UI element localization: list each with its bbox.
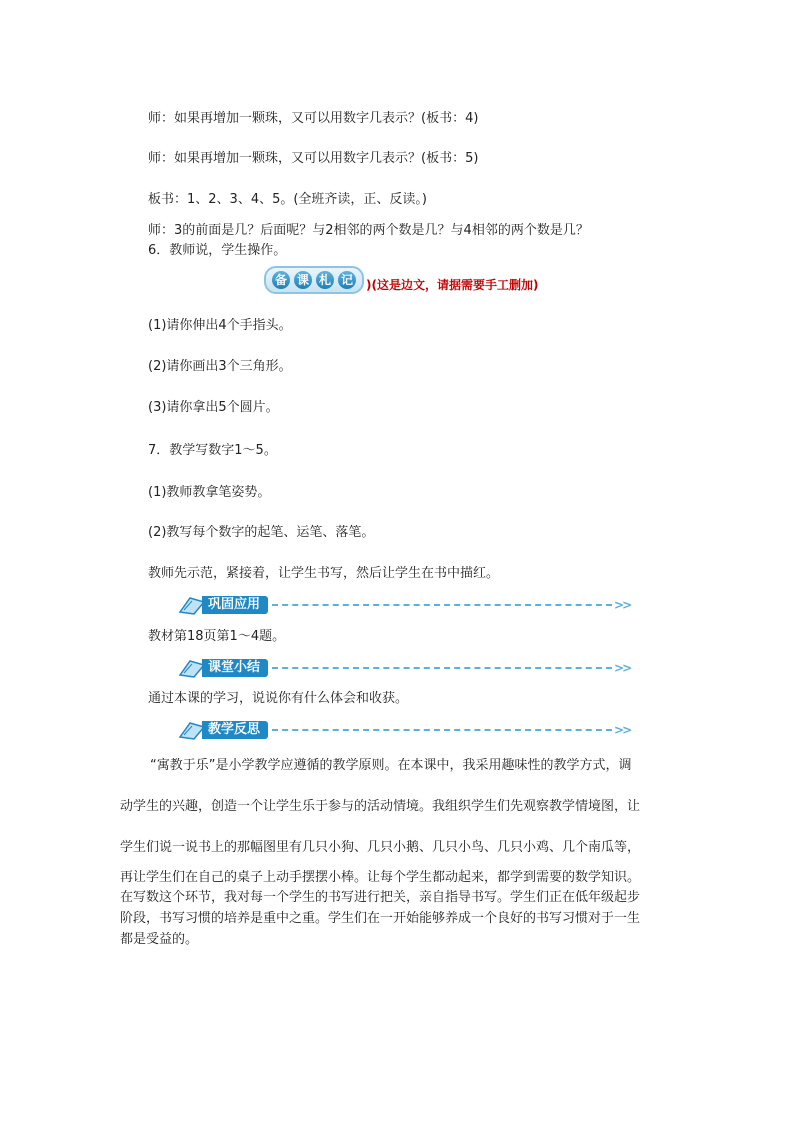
reflection-line: 阶段，书写习惯的培养是重中之重。学生们在一开始能够养成一个良好的书写习惯对于一生	[120, 911, 641, 926]
text-line: 师：如果再增加一颗珠，又可以用数字几表示？(板书：4)	[148, 111, 479, 126]
text-line: 教师先示范，紧接着，让学生书写，然后让学生在书中描红。	[148, 566, 500, 581]
text-line: 6．教师说，学生操作。	[148, 243, 287, 258]
section-divider	[272, 604, 612, 606]
text-line: 通过本课的学习，说说你有什么体会和收获。	[148, 691, 409, 706]
lesson-notes-badge	[264, 266, 364, 294]
text-line: (2)教写每个数字的起笔、运笔、落笔。	[148, 525, 375, 540]
text-line: (2)请你画出3个三角形。	[148, 359, 292, 374]
text-line: 师：3的前面是几？后面呢？与2相邻的两个数是几？与4相邻的两个数是几？	[148, 223, 589, 238]
reflection-line: “寓教于乐”是小学教学应遵循的教学原则。在本课中，我采用趣味性的教学方式，调	[150, 758, 632, 773]
section-header-consolidate	[178, 594, 630, 616]
reflection-line: 再让学生们在自己的桌子上动手摆摆小棒。让每个学生都动起来，都学到需要的数学知识。	[120, 870, 641, 885]
section-title: 巩固应用	[202, 596, 268, 614]
text-line: 教材第18页第1～4题。	[148, 629, 286, 644]
text-line: 7．教学写数字1～5。	[148, 443, 277, 458]
section-divider	[272, 667, 612, 669]
badge-char: 札	[316, 271, 334, 289]
text-line: (3)请你拿出5个圆片。	[148, 400, 279, 415]
double-chevron-icon: >>	[614, 598, 631, 612]
text-line: (1)教师教拿笔姿势。	[148, 485, 271, 500]
text-line: (1)请你伸出4个手指头。	[148, 318, 292, 333]
margin-note	[264, 266, 538, 294]
reflection-line: 在写数这个环节，我对每一个学生的书写进行把关，亲自指导书写。学生们正在低年级起步	[120, 890, 641, 905]
badge-char: 记	[338, 271, 356, 289]
reflection-line: 都是受益的。	[120, 932, 199, 947]
section-title: 课堂小结	[202, 659, 268, 677]
badge-char: 备	[272, 271, 290, 289]
double-chevron-icon: >>	[614, 723, 631, 737]
double-chevron-icon: >>	[614, 661, 631, 675]
text-line: 板书：1、2、3、4、5。(全班齐读，正、反读。)	[148, 192, 427, 207]
section-divider	[272, 729, 612, 731]
text-line: 师：如果再增加一颗珠，又可以用数字几表示？(板书：5)	[148, 151, 479, 166]
margin-note-notice: )(这是边文，请据需要手工删加)	[366, 277, 539, 292]
badge-char: 课	[294, 271, 312, 289]
reflection-line: 学生们说一说书上的那幅图里有几只小狗、几只小鹅、几只小鸟、几只小鸡、几个南瓜等，	[120, 840, 641, 855]
reflection-line: 动学生的兴趣，创造一个让学生乐于参与的活动情境。我组织学生们先观察教学情境图，让	[120, 799, 641, 814]
section-header-reflection	[178, 719, 630, 741]
section-header-summary	[178, 657, 630, 679]
section-title: 教学反思	[202, 721, 268, 739]
